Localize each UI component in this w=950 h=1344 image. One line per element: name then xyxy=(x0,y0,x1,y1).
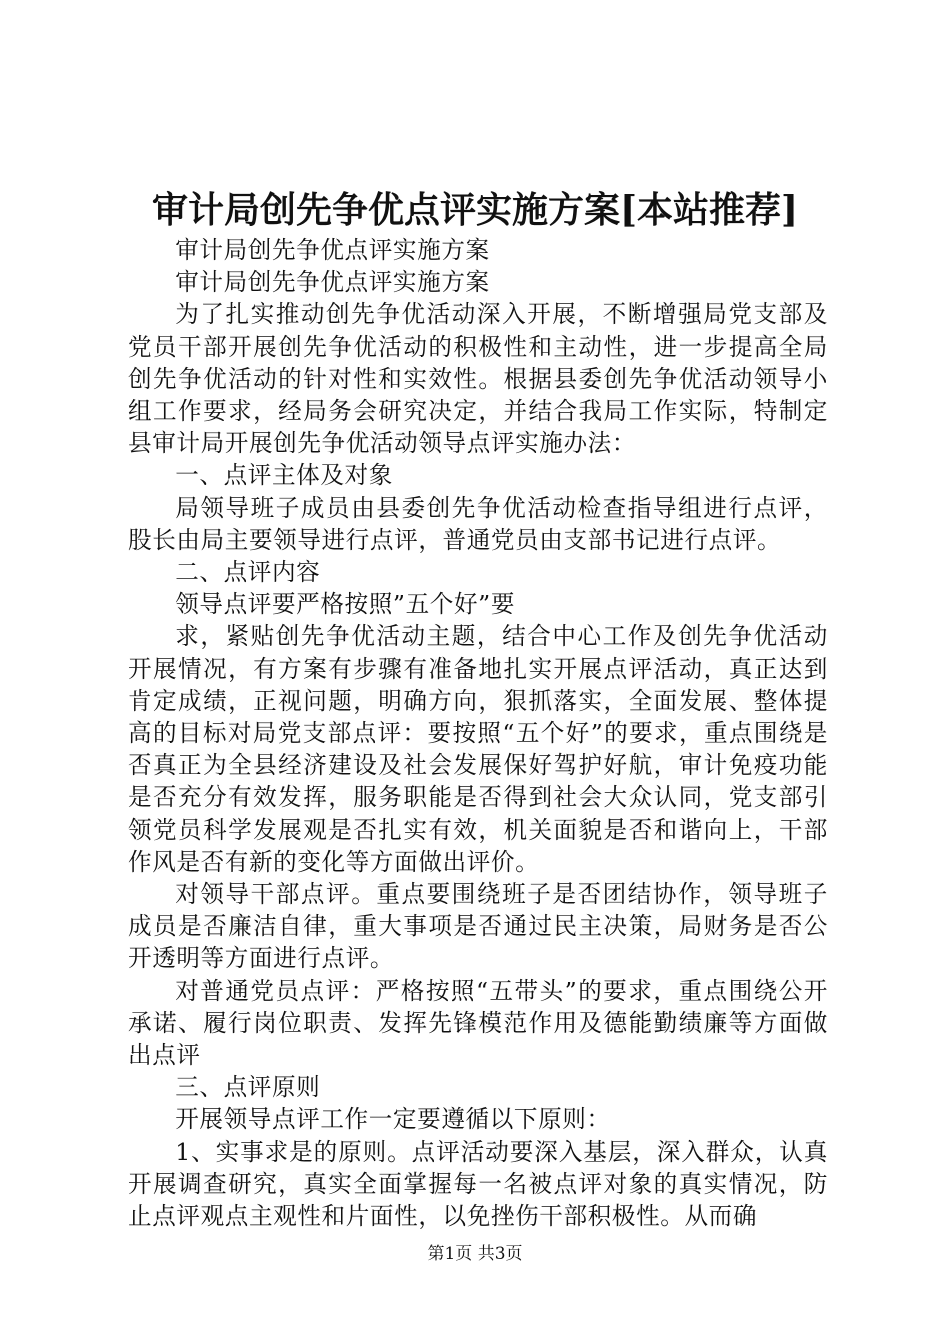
page-footer: 第1页 共3页 xyxy=(427,1244,523,1264)
paragraph-principle-1: 1、实事求是的原则。点评活动要深入基层，深入群众，认真开展调查研究，真实全面掌握每一名被点评对象的真实情况，防止点评观点主观性和片面性，以免挫伤干部积极性。从而确 xyxy=(128,1137,828,1231)
section-heading-1: 一、点评主体及对象 xyxy=(175,461,393,490)
document-body xyxy=(128,234,828,1232)
paragraph-leaders: 对领导干部点评。重点要围绕班子是否团结协作，领导班子成员是否廉洁自律，重大事项是否通过民主决策，局财务是否公开透明等方面进行点评。 xyxy=(128,880,828,973)
paragraph-principles-lead: 开展领导点评工作一定要遵循以下原则： xyxy=(175,1105,611,1134)
paragraph-heading-repeat-1: 审计局创先争优点评实施方案 xyxy=(175,236,490,264)
document-title: 审计局创先争优点评实施方案[本站推荐] xyxy=(151,189,799,231)
paragraph-content-lead: 领导点评要严格按照”五个好”要 xyxy=(175,590,516,619)
section-heading-2: 二、点评内容 xyxy=(175,558,321,587)
paragraph-content-detail: 求，紧贴创先争优活动主题，结合中心工作及创先争优活动开展情况，有方案有步骤有准备地扎实开展点评活动，真正达到肯定成绩，正视问题，明确方向，狠抓落实，全面发展、整体提高的目标对局党支部点评：要按照“五个好”的要求，重点围绕是否真正为全县经济建设及社会发展保好驾护好航，审计免疫功能是否充分有效发挥，服务职能是否得到社会大众认同，党支部引领党员科学发展观是否扎实有效，机关面貌是否和谐向上，干部作风是否有新的变化等方面做出评价。 xyxy=(128,622,828,876)
section-heading-3: 三、点评原则 xyxy=(175,1073,321,1102)
paragraph-heading-repeat-2: 审计局创先争优点评实施方案 xyxy=(175,268,490,297)
paragraph-intro: 为了扎实推动创先争优活动深入开展，不断增强局党支部及党员干部开展创先争优活动的积极性和主动性，进一步提高全局创先争优活动的针对性和实效性。根据县委创先争优活动领导小组工作要求，经局务会研究决定，并结合我局工作实际，特制定县审计局开展创先争优活动领导点评实施办法： xyxy=(128,300,828,458)
paragraph-members: 对普通党员点评：严格按照“五带头”的要求，重点围绕公开承诺、履行岗位职责、发挥先锋模范作用及德能勤绩廉等方面做出点评 xyxy=(128,976,828,1070)
paragraph-subjects: 局领导班子成员由县委创先争优活动检查指导组进行点评，股长由局主要领导进行点评，普通党员由支部书记进行点评。 xyxy=(128,493,828,554)
